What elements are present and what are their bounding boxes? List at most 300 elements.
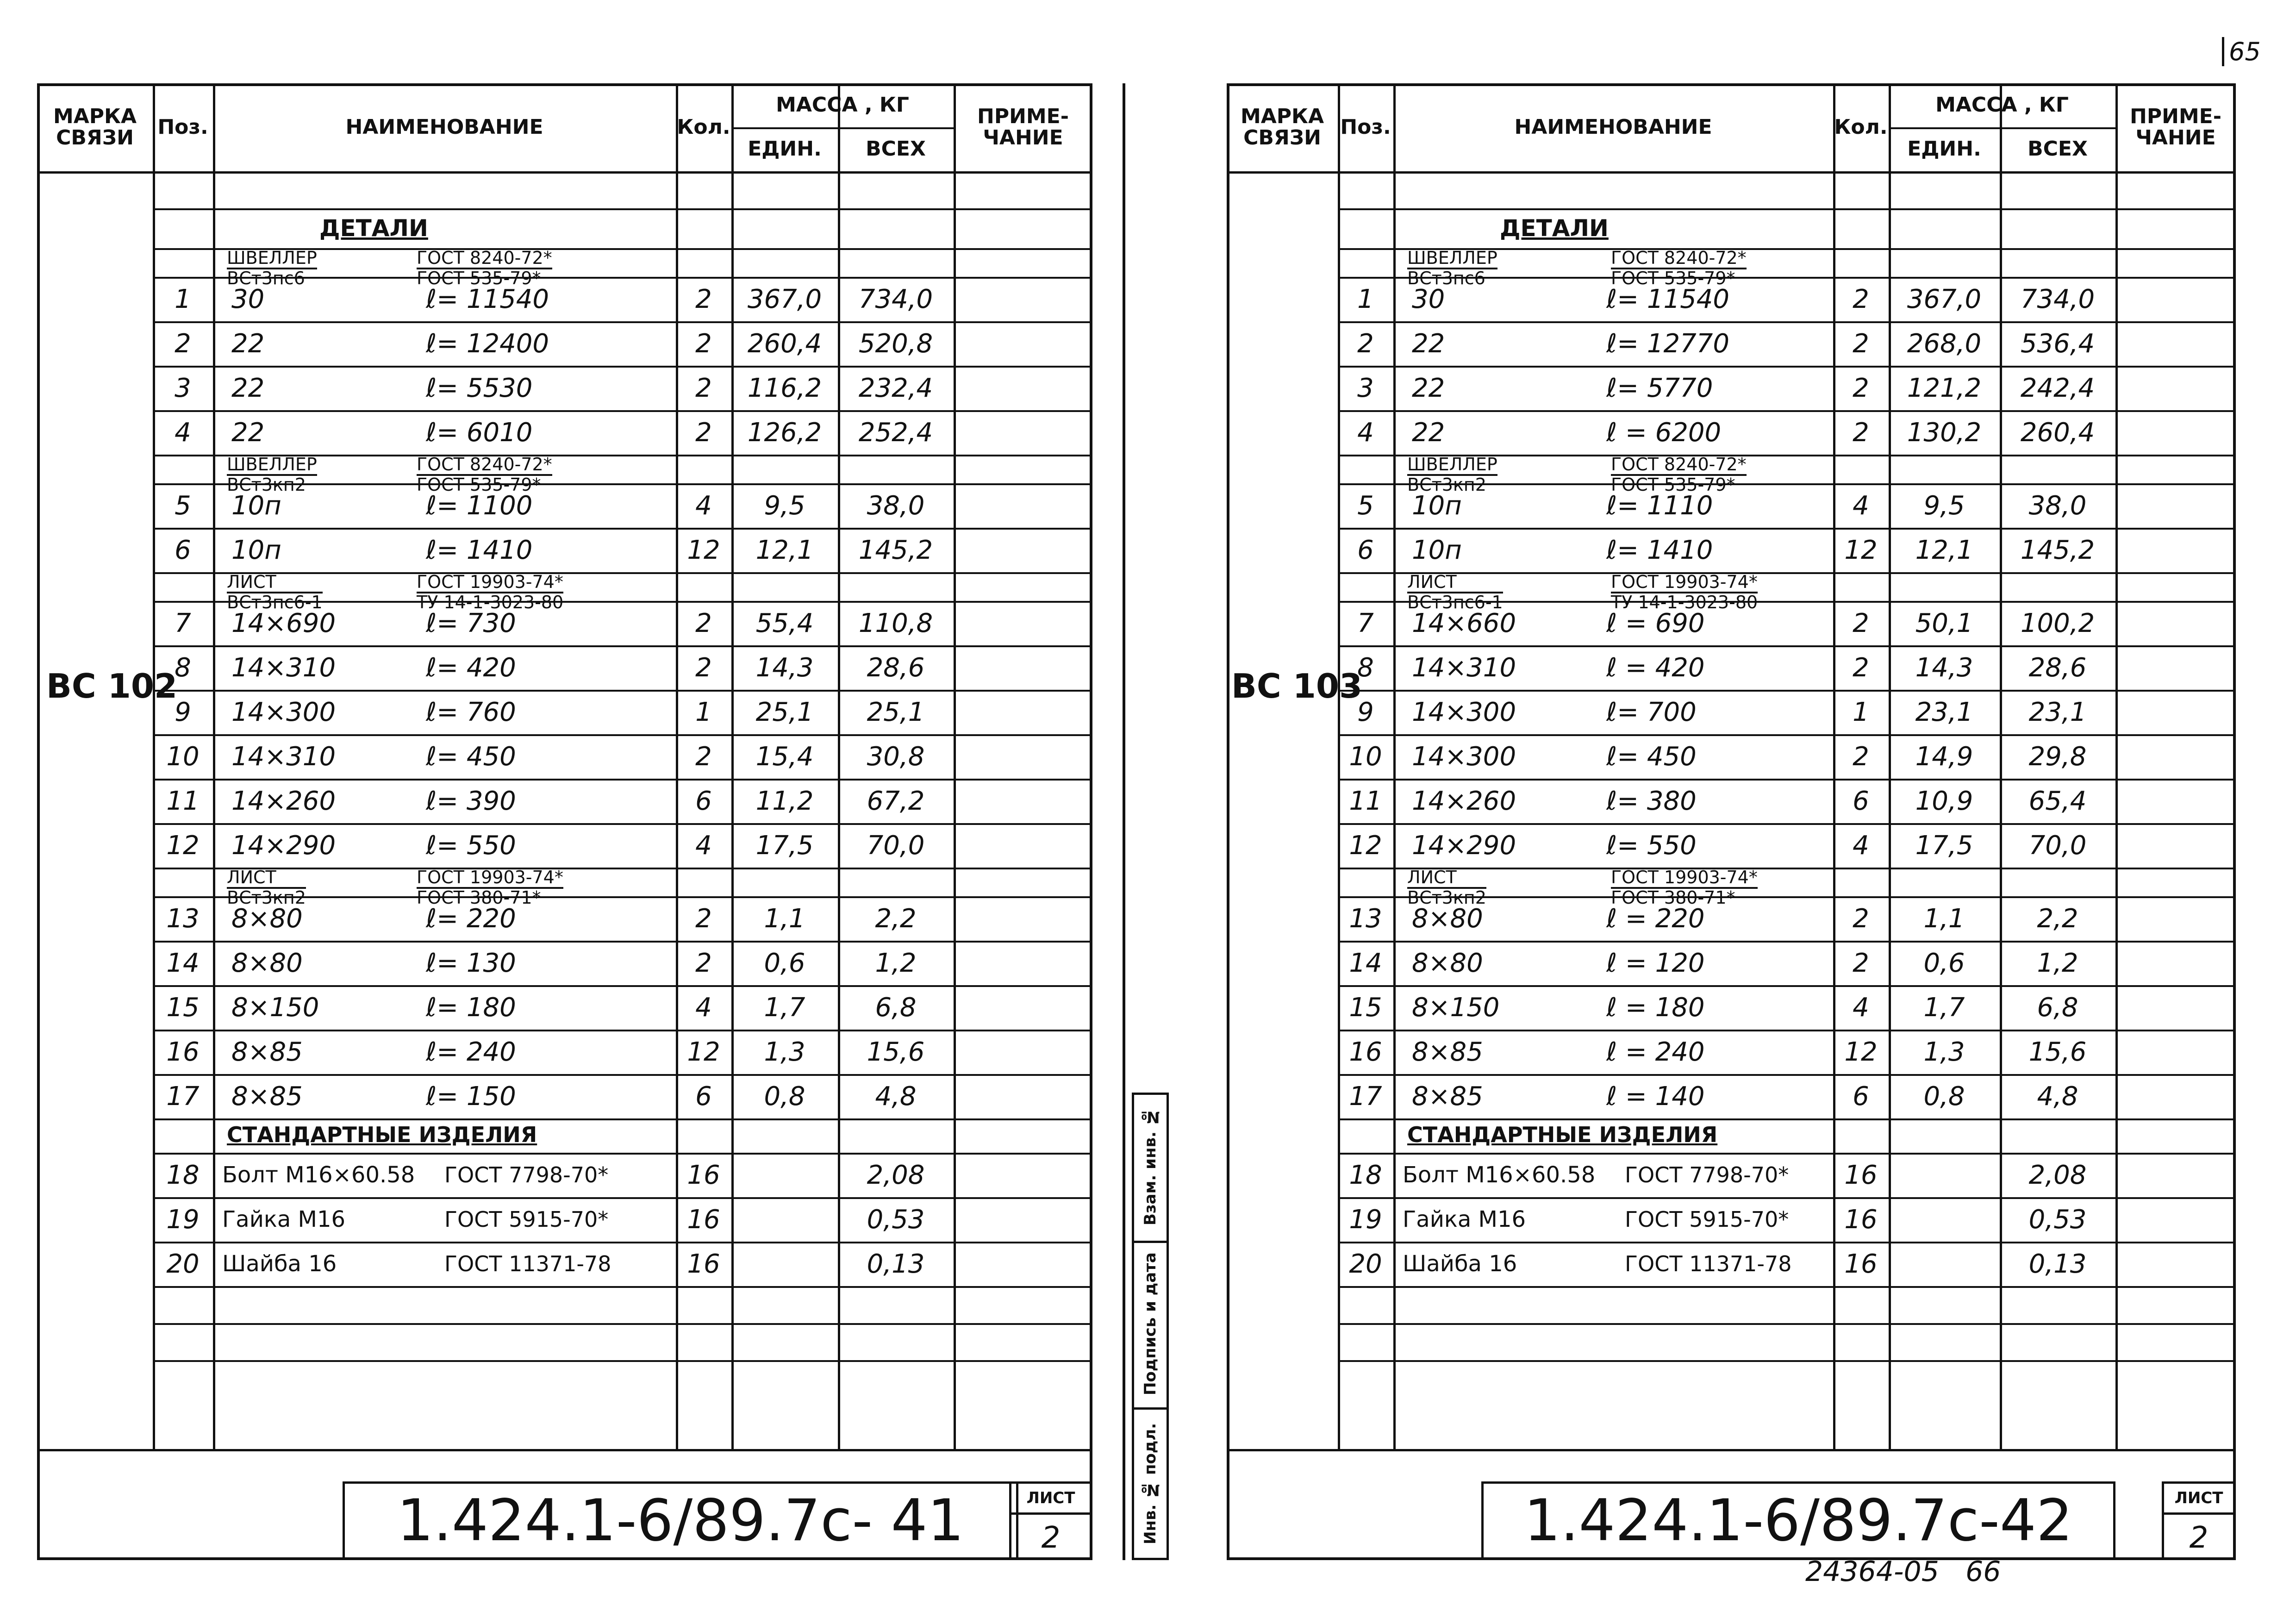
steel-standard: ГОСТ 380-71*: [1611, 887, 1735, 908]
row-unit-mass: 14,9: [1915, 741, 1973, 772]
row-total-mass: 2,2: [875, 903, 917, 934]
profile-standard: ГОСТ 19903-74*: [417, 868, 563, 889]
row-length: ℓ = 6200: [1606, 417, 1722, 448]
row-unit-mass: 12,1: [1915, 535, 1973, 565]
row-length: ℓ= 1110: [1606, 490, 1713, 521]
material-type: ШВЕЛЛЕР: [1407, 456, 1497, 476]
header-mark: МАРКА СВЯЗИ: [53, 104, 137, 150]
row-name: Гайка М16: [222, 1206, 346, 1232]
row-name: 8×85: [1412, 1081, 1483, 1112]
row-length: ℓ= 12770: [1606, 328, 1729, 359]
section-details: ДЕТАЛИ: [1500, 215, 1609, 242]
row-unit-mass: 0,6: [1923, 948, 1965, 978]
profile-standard: ГОСТ 19903-74*: [1611, 868, 1758, 889]
row-name: Болт М16×60.58: [1403, 1162, 1596, 1188]
row-length: ℓ = 690: [1606, 608, 1705, 638]
row-pos: 15: [166, 992, 200, 1023]
title-rule: [37, 1449, 1092, 1451]
row-unit-mass: 126,2: [747, 417, 822, 448]
row-name: 14×300: [231, 697, 336, 727]
column-rule: [954, 83, 956, 1449]
row-name: 30: [1412, 284, 1445, 314]
material-type: ШВЕЛЛЕР: [227, 249, 317, 269]
row-pos: 7: [175, 608, 191, 638]
center-divider: [1123, 83, 1125, 1560]
row-total-mass: 232,4: [858, 373, 933, 403]
row-rule: [1338, 1118, 2236, 1120]
row-qty: 2: [695, 417, 712, 448]
row-standard: ГОСТ 7798-70*: [1625, 1162, 1789, 1187]
stamp-label: Подпись и дата: [1141, 1252, 1160, 1396]
row-unit-mass: 0,8: [764, 1081, 805, 1112]
header-mark: МАРКА СВЯЗИ: [1240, 104, 1324, 150]
row-name: Гайка М16: [1403, 1206, 1526, 1232]
row-unit-mass: 9,5: [764, 490, 805, 521]
row-pos: 17: [1349, 1081, 1382, 1112]
row-length: ℓ= 420: [426, 652, 516, 683]
row-name: 14×300: [1412, 697, 1516, 727]
row-length: ℓ = 240: [1606, 1037, 1705, 1067]
row-total-mass: 145,2: [858, 535, 933, 565]
row-rule: [1338, 208, 2236, 210]
bottom-note: 24364-05 66: [1805, 1555, 2001, 1588]
row-rule: [1338, 1323, 2236, 1325]
steel-standard: ГОСТ 535-79*: [417, 268, 541, 288]
section-standard: СТАНДАРТНЫЕ ИЗДЕЛИЯ: [227, 1122, 537, 1147]
row-qty: 4: [1853, 830, 1869, 861]
row-pos: 1: [175, 284, 191, 314]
row-rule: [1338, 1286, 2236, 1288]
row-length: ℓ= 150: [426, 1081, 516, 1112]
row-pos: 10: [166, 741, 200, 772]
row-length: ℓ= 180: [426, 992, 516, 1023]
profile-standard: ГОСТ 8240-72*: [417, 249, 552, 269]
row-length: ℓ= 1100: [426, 490, 533, 521]
steel-grade: ВСт3пс6: [227, 268, 305, 288]
steel-standard: ТУ 14-1-3023-80: [1611, 592, 1758, 612]
row-qty: 16: [1844, 1204, 1878, 1235]
row-length: ℓ = 220: [1606, 903, 1705, 934]
document-code: 1.424.1-6/89.7с-42: [1524, 1487, 2073, 1554]
row-length: ℓ= 11540: [1606, 284, 1729, 314]
row-name: 14×300: [1412, 741, 1516, 772]
row-total-mass: 30,8: [867, 741, 925, 772]
row-pos: 9: [175, 697, 191, 727]
row-name: 14×310: [231, 652, 336, 683]
row-unit-mass: 17,5: [755, 830, 814, 861]
stamp-label: Взам. инв. №: [1141, 1107, 1160, 1226]
row-qty: 16: [1844, 1249, 1878, 1279]
row-name: 22: [1412, 373, 1445, 403]
sheet-number: 2: [1041, 1521, 1061, 1555]
row-qty: 2: [695, 741, 712, 772]
row-total-mass: 520,8: [858, 328, 933, 359]
row-name: 8×80: [231, 903, 303, 934]
row-length: ℓ = 120: [1606, 948, 1705, 978]
row-standard: ГОСТ 5915-70*: [1625, 1207, 1789, 1232]
row-pos: 14: [1349, 948, 1382, 978]
row-pos: 1: [1357, 284, 1374, 314]
row-qty: 1: [1853, 697, 1869, 727]
row-total-mass: 38,0: [867, 490, 925, 521]
row-qty: 4: [695, 992, 712, 1023]
row-pos: 16: [166, 1037, 200, 1067]
row-name: Шайба 16: [222, 1251, 337, 1277]
row-qty: 6: [1853, 786, 1869, 816]
row-name: 30: [231, 284, 265, 314]
section-standard: СТАНДАРТНЫЕ ИЗДЕЛИЯ: [1407, 1122, 1718, 1147]
row-unit-mass: 1,3: [764, 1037, 805, 1067]
row-unit-mass: 1,3: [1923, 1037, 1965, 1067]
row-total-mass: 70,0: [867, 830, 925, 861]
row-qty: 12: [687, 1037, 720, 1067]
row-name: 22: [231, 328, 265, 359]
row-length: ℓ= 450: [426, 741, 516, 772]
steel-standard: ГОСТ 380-71*: [417, 887, 541, 908]
row-total-mass: 38,0: [2028, 490, 2087, 521]
row-qty: 2: [1853, 948, 1869, 978]
row-name: 10п: [1412, 490, 1462, 521]
row-pos: 14: [166, 948, 200, 978]
row-length: ℓ= 1410: [1606, 535, 1713, 565]
row-total-mass: 2,08: [2028, 1160, 2087, 1190]
row-unit-mass: 55,4: [755, 608, 814, 638]
steel-standard: ТУ 14-1-3023-80: [417, 592, 564, 612]
row-rule: [153, 1360, 1092, 1362]
row-total-mass: 536,4: [2020, 328, 2095, 359]
row-name: 14×690: [231, 608, 336, 638]
row-total-mass: 28,6: [2028, 652, 2087, 683]
row-length: ℓ= 700: [1606, 697, 1697, 727]
row-total-mass: 25,1: [867, 697, 925, 727]
row-unit-mass: 17,5: [1915, 830, 1973, 861]
row-total-mass: 65,4: [2028, 786, 2087, 816]
header-unit: ЕДИН.: [748, 137, 822, 161]
row-qty: 2: [695, 373, 712, 403]
row-length: ℓ= 380: [1606, 786, 1697, 816]
row-name: 14×310: [231, 741, 336, 772]
row-pos: 5: [175, 490, 191, 521]
column-rule: [1393, 83, 1396, 1449]
material-type: ЛИСТ: [1407, 573, 1503, 593]
row-pos: 6: [175, 535, 191, 565]
row-pos: 11: [1349, 786, 1382, 816]
title-rule: [1227, 1449, 2236, 1451]
row-qty: 1: [695, 697, 712, 727]
row-name: 10п: [1412, 535, 1462, 565]
row-name: 22: [1412, 417, 1445, 448]
row-unit-mass: 1,7: [1923, 992, 1965, 1023]
profile-standard: ГОСТ 19903-74*: [1611, 573, 1758, 593]
header-note: ПРИМЕ-ЧАНИЕ: [2130, 104, 2221, 150]
row-length: ℓ= 550: [426, 830, 516, 861]
row-pos: 20: [166, 1249, 200, 1279]
row-total-mass: 1,2: [875, 948, 917, 978]
material-type: ЛИСТ: [1407, 868, 1486, 889]
row-qty: 2: [1853, 903, 1869, 934]
header-name: НАИМЕНОВАНИЕ: [1514, 115, 1712, 139]
row-unit-mass: 15,4: [755, 741, 814, 772]
material-type: ШВЕЛЛЕР: [227, 456, 317, 476]
row-qty: 2: [1853, 328, 1869, 359]
row-total-mass: 242,4: [2020, 373, 2095, 403]
row-name: 8×80: [1412, 948, 1483, 978]
row-total-mass: 6,8: [875, 992, 917, 1023]
section-details: ДЕТАЛИ: [319, 215, 428, 242]
header-pos: Поз.: [1340, 115, 1391, 139]
row-qty: 2: [695, 608, 712, 638]
row-length: ℓ= 730: [426, 608, 516, 638]
row-unit-mass: 1,1: [764, 903, 805, 934]
row-pos: 15: [1349, 992, 1382, 1023]
row-unit-mass: [731, 1197, 838, 1242]
row-length: ℓ= 11540: [426, 284, 549, 314]
row-name: 14×260: [231, 786, 336, 816]
row-unit-mass: 11,2: [755, 786, 814, 816]
row-qty: 6: [1853, 1081, 1869, 1112]
row-rule: [153, 208, 1092, 210]
row-qty: 12: [1844, 535, 1878, 565]
row-unit-mass: [1889, 1153, 2000, 1197]
row-qty: 2: [695, 948, 712, 978]
row-unit-mass: [1889, 1242, 2000, 1286]
row-unit-mass: 14,3: [1915, 652, 1973, 683]
row-name: 8×150: [1412, 992, 1500, 1023]
row-unit-mass: 50,1: [1915, 608, 1973, 638]
row-total-mass: 15,6: [867, 1037, 925, 1067]
header-qty: Кол.: [1834, 115, 1888, 139]
row-pos: 9: [1357, 697, 1374, 727]
row-length: ℓ = 140: [1606, 1081, 1705, 1112]
row-rule: [153, 1118, 1092, 1120]
stamp-label: Инв. № подл.: [1141, 1423, 1160, 1545]
column-rule: [213, 83, 215, 1449]
row-rule: [153, 1286, 1092, 1288]
steel-grade: ВСт3пс6: [1407, 268, 1485, 288]
row-pos: 18: [166, 1160, 200, 1190]
row-pos: 16: [1349, 1037, 1382, 1067]
row-rule: [153, 1323, 1092, 1325]
row-name: 14×260: [1412, 786, 1516, 816]
row-pos: 4: [175, 417, 191, 448]
sheet-number-box: [2162, 1481, 2236, 1560]
row-qty: 6: [695, 786, 712, 816]
row-length: ℓ= 6010: [426, 417, 533, 448]
row-length: ℓ= 390: [426, 786, 516, 816]
row-total-mass: 67,2: [867, 786, 925, 816]
row-pos: 11: [166, 786, 200, 816]
row-unit-mass: 121,2: [1907, 373, 1982, 403]
sheet-label: ЛИСТ: [1011, 1484, 1090, 1515]
steel-grade: ВСт3кп2: [227, 474, 306, 495]
row-qty: 2: [695, 284, 712, 314]
row-pos: 5: [1357, 490, 1374, 521]
row-qty: 2: [1853, 417, 1869, 448]
profile-standard: ГОСТ 8240-72*: [417, 456, 552, 476]
steel-standard: ГОСТ 535-79*: [417, 474, 541, 495]
row-unit-mass: 268,0: [1907, 328, 1982, 359]
row-name: 8×80: [1412, 903, 1483, 934]
row-total-mass: 0,53: [2028, 1204, 2087, 1235]
row-unit-mass: 1,1: [1923, 903, 1965, 934]
header-unit: ЕДИН.: [1907, 137, 1981, 161]
row-qty: 2: [695, 328, 712, 359]
row-length: ℓ= 760: [426, 697, 516, 727]
row-total-mass: 70,0: [2028, 830, 2087, 861]
row-name: Болт М16×60.58: [222, 1162, 415, 1188]
row-unit-mass: 0,6: [764, 948, 805, 978]
row-name: 22: [231, 417, 265, 448]
row-length: ℓ= 550: [1606, 830, 1697, 861]
mark-label: ВС 102: [46, 667, 178, 706]
row-total-mass: 0,13: [2028, 1249, 2087, 1279]
sheet-label: ЛИСТ: [2164, 1484, 2234, 1515]
row-qty: 2: [1853, 373, 1869, 403]
row-total-mass: 260,4: [2020, 417, 2095, 448]
row-pos: 7: [1357, 608, 1374, 638]
profile-standard: ГОСТ 8240-72*: [1611, 249, 1747, 269]
header-mass: МАССА , КГ: [1935, 93, 2069, 117]
header-total: ВСЕХ: [2028, 137, 2088, 161]
row-qty: 2: [1853, 741, 1869, 772]
row-name: 14×310: [1412, 652, 1516, 683]
row-name: 8×150: [231, 992, 319, 1023]
row-qty: 16: [687, 1204, 720, 1235]
row-pos: 12: [1349, 830, 1382, 861]
row-total-mass: 110,8: [858, 608, 933, 638]
row-pos: 12: [166, 830, 200, 861]
row-total-mass: 0,13: [867, 1249, 925, 1279]
header-name: НАИМЕНОВАНИЕ: [345, 115, 543, 139]
row-qty: 6: [695, 1081, 712, 1112]
steel-standard: ГОСТ 535-79*: [1611, 268, 1735, 288]
page-number: 65: [2222, 37, 2261, 66]
row-total-mass: 15,6: [2028, 1037, 2087, 1067]
row-total-mass: 29,8: [2028, 741, 2087, 772]
row-qty: 16: [687, 1160, 720, 1190]
row-name: 14×660: [1412, 608, 1516, 638]
row-unit-mass: 116,2: [747, 373, 822, 403]
sheet-number: 2: [2189, 1521, 2209, 1555]
steel-grade: ВСт3кп2: [227, 887, 306, 908]
row-length: ℓ = 180: [1606, 992, 1705, 1023]
header-qty: Кол.: [677, 115, 730, 139]
header-total: ВСЕХ: [866, 137, 926, 161]
row-pos: 2: [175, 328, 191, 359]
row-length: ℓ = 420: [1606, 652, 1705, 683]
row-qty: 4: [1853, 992, 1869, 1023]
row-qty: 2: [695, 652, 712, 683]
row-total-mass: 28,6: [867, 652, 925, 683]
row-total-mass: 734,0: [2020, 284, 2095, 314]
row-unit-mass: 9,5: [1923, 490, 1965, 521]
profile-standard: ГОСТ 19903-74*: [417, 573, 563, 593]
row-qty: 16: [1844, 1160, 1878, 1190]
row-name: 8×85: [231, 1037, 303, 1067]
row-pos: 19: [1349, 1204, 1382, 1235]
row-pos: 8: [1357, 652, 1374, 683]
row-pos: 13: [166, 903, 200, 934]
row-length: ℓ= 450: [1606, 741, 1697, 772]
row-qty: 12: [687, 535, 720, 565]
row-name: 14×290: [1412, 830, 1516, 861]
row-pos: 3: [1357, 373, 1374, 403]
row-name: 14×290: [231, 830, 336, 861]
row-qty: 4: [695, 830, 712, 861]
row-name: 22: [231, 373, 265, 403]
row-unit-mass: 14,3: [755, 652, 814, 683]
row-unit-mass: 1,7: [764, 992, 805, 1023]
header-rule: [37, 171, 1092, 174]
row-unit-mass: 10,9: [1915, 786, 1973, 816]
row-unit-mass: 130,2: [1907, 417, 1982, 448]
row-unit-mass: [731, 1153, 838, 1197]
mark-label: ВС 103: [1231, 667, 1363, 706]
steel-grade: ВСт3кп2: [1407, 887, 1486, 908]
material-type: ШВЕЛЛЕР: [1407, 249, 1497, 269]
steel-grade: ВСт3пс6-1: [1407, 592, 1503, 612]
row-length: ℓ= 130: [426, 948, 516, 978]
row-total-mass: 1,2: [2037, 948, 2078, 978]
row-total-mass: 100,2: [2020, 608, 2095, 638]
row-unit-mass: 23,1: [1915, 697, 1973, 727]
profile-standard: ГОСТ 8240-72*: [1611, 456, 1747, 476]
row-qty: 12: [1844, 1037, 1878, 1067]
row-unit-mass: 0,8: [1923, 1081, 1965, 1112]
row-unit-mass: [731, 1242, 838, 1286]
column-rule: [2115, 83, 2118, 1449]
row-qty: 2: [1853, 652, 1869, 683]
row-qty: 16: [687, 1249, 720, 1279]
row-standard: ГОСТ 11371-78: [1625, 1251, 1792, 1276]
row-length: ℓ= 5770: [1606, 373, 1713, 403]
row-qty: 2: [695, 903, 712, 934]
row-standard: ГОСТ 7798-70*: [444, 1162, 609, 1187]
steel-grade: ВСт3пс6-1: [227, 592, 323, 612]
document-code: 1.424.1-6/89.7с- 41: [397, 1487, 964, 1554]
row-total-mass: 2,2: [2037, 903, 2078, 934]
row-length: ℓ= 220: [426, 903, 516, 934]
row-unit-mass: 367,0: [747, 284, 822, 314]
row-pos: 18: [1349, 1160, 1382, 1190]
sheet-number-box: [1009, 1481, 1092, 1560]
row-unit-mass: 25,1: [755, 697, 814, 727]
row-name: 8×80: [231, 948, 303, 978]
row-pos: 2: [1357, 328, 1374, 359]
material-type: ЛИСТ: [227, 868, 306, 889]
header-pos: Поз.: [157, 115, 208, 139]
row-pos: 6: [1357, 535, 1374, 565]
row-standard: ГОСТ 11371-78: [444, 1251, 611, 1276]
header-note: ПРИМЕ-ЧАНИЕ: [977, 104, 1069, 150]
row-total-mass: 0,53: [867, 1204, 925, 1235]
row-name: 8×85: [231, 1081, 303, 1112]
row-total-mass: 23,1: [2028, 697, 2087, 727]
row-total-mass: 4,8: [875, 1081, 917, 1112]
row-pos: 17: [166, 1081, 200, 1112]
row-standard: ГОСТ 5915-70*: [444, 1207, 609, 1232]
row-pos: 13: [1349, 903, 1382, 934]
row-pos: 3: [175, 373, 191, 403]
row-qty: 4: [695, 490, 712, 521]
row-unit-mass: 260,4: [747, 328, 822, 359]
row-name: 8×85: [1412, 1037, 1483, 1067]
header-mass: МАССА , КГ: [776, 93, 909, 117]
material-type: ЛИСТ: [227, 573, 323, 593]
row-rule: [1338, 1360, 2236, 1362]
row-qty: 2: [1853, 284, 1869, 314]
row-name: 10п: [231, 490, 281, 521]
